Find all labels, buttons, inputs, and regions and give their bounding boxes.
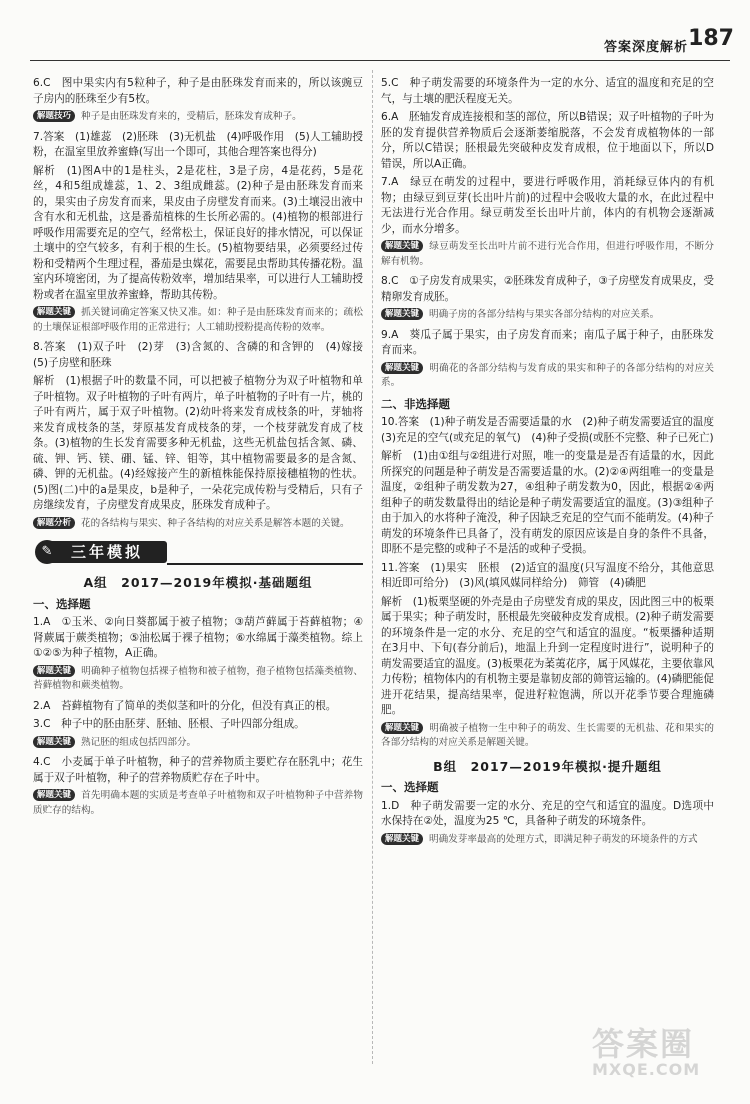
tip-text: 明确花的各部分结构与发育成的果实和种子的各部分结构的对应关系。 [381,362,714,388]
tip-label: 解题关键 [33,665,75,677]
tip-label: 解题关键 [381,833,423,845]
watermark-logo: 答案圈 [592,1025,695,1063]
answer-8c: 8.C ①子房发育成果实，②胚珠发育成种子，③子房壁发育成果皮，受精卵发育成胚。 [381,275,714,303]
page-header [0,0,750,62]
answer-10: 10.答案 (1)种子萌发是否需要适量的水 (2)种子萌发需要适宜的温度 (3)充足的空气(或充足的氧气) (4)种子受损(或胚不完整、种子已死亡) [381,416,725,444]
group-b-title: B组 2017—2019年模拟·提升题组 [433,758,662,774]
analysis-8: 解析 (1)根据子叶的数量不同，可以把被子植物分为双子叶植物和单子叶植物。双子叶植物的子叶有两片，单子叶植物的子叶有一片，桃的子叶有两片，属于双子叶植物。(2)幼叶将来发育成枝条的叶，芽轴将来发育成枝条的茎，芽原基发育成枝条的芽，一个枝芽就发育成了枝条。(3)植物的生长发育需要多种无机盐，这些无机盐包括含氮、磷、硫、钾、钙、镁、硼、锰、锌、钼等，其中植物需要最多的是含氮、磷、钾的无机盐。(4)经嫁接产生的新植株能保持原接穗植物的性状。(5)图(二)中的a是果皮，b是种子，一朵花完成传粉与受精后，只有子房继续发育，子房壁发育成果皮，胚珠发育成种子。 [33,375,363,511]
tip-text: 绿豆萌发至长出叶片前不进行光合作用，但进行呼吸作用，不断分解有机物。 [381,241,714,267]
tip-box [33,789,363,818]
header-rule [30,60,730,61]
tip-box [381,833,714,848]
tip-box [381,362,714,391]
answer-8: 8.答案 (1)双子叶 (2)芽 (3)含氮的、含磷的和含钾的 (4)嫁接 (5)子房壁和胚珠 [33,341,374,369]
watermark-url: MXQE.COM [592,1060,701,1079]
tip-text: 花的各结构与果实、种子各结构的对应关系是解答本题的关键。 [81,517,350,529]
answer-5c: 5.C 种子萌发需要的环境条件为一定的水分、适宜的温度和充足的空气，与土壤的肥沃程度无关。 [381,77,714,105]
book-icon: ✎ [35,540,59,564]
answer-b1: 1.D 种子萌发需要一定的水分、充足的空气和适宜的温度。D选项中水保持在②处，温度为25 ℃，具备种子萌发的环境条件。 [381,799,714,827]
tip-label: 解题关键 [33,789,75,801]
answer-a2: 2.A 苔藓植物有了简单的类似茎和叶的分化，但没有真正的根。 [33,699,337,712]
page-number: 187 [688,26,734,51]
tip-label: 解题关键 [381,240,423,252]
tip-label: 解题关键 [33,306,75,318]
tip-label: 解题关键 [381,362,423,374]
answer-7a: 7.A 绿豆在萌发的过程中，要进行呼吸作用，消耗绿豆体内的有机物；由绿豆到豆芽(长出叶片前)的过程中会吸收大量的水，在此过程中无法进行光合作用。绿豆萌发至长出叶片前，体内的有机物会逐渐减少，而水分增多。 [381,176,714,235]
banner-title: 三年模拟 [47,541,167,563]
tip-box [381,308,714,323]
answer-11: 11.答案 (1)果实 胚根 (2)适宜的温度(只写温度不给分，其他意思相近即可给分) (3)风(填风媒同样给分) 筛管 (4)磷肥 [381,561,714,589]
tip-label: 解题技巧 [33,110,75,122]
tip-text: 明确发芽率最高的处理方式，即满足种子萌发的环境条件的方式 [429,833,698,845]
section-heading: 一、选择题 [381,780,439,794]
tip-text: 明确种子植物包括裸子植物和被子植物，孢子植物包括藻类植物、苔藓植物和蕨类植物。 [33,665,363,691]
tip-label: 解题分析 [33,517,75,529]
right-column [381,76,725,852]
header-title: 答案深度解析 [603,40,688,55]
tip-text: 种子是由胚珠发育来的，受精后，胚珠发育成种子。 [81,111,302,122]
answer-a3: 3.C 种子中的胚由胚芽、胚轴、胚根、子叶四部分组成。 [33,718,305,730]
tip-box [33,306,363,335]
section-heading: 二、非选择题 [381,396,450,411]
answer-a4: 4.C 小麦属于单子叶植物，种子的营养物质主要贮存在胚乳中；花生属于双子叶植物，种子的营养物质贮存在子叶中。 [33,756,363,784]
tip-text: 明确子房的各部分结构与果实各部分结构的对应关系。 [429,309,660,320]
tip-box [33,665,363,694]
tip-text: 熟记胚的组成包括四部分。 [81,736,197,748]
tip-text: 首先明确本题的实质是考查单子叶植物和双子叶植物种子中营养物质贮存的结构。 [33,790,363,816]
analysis-10: 解析 (1)由①组与②组进行对照，唯一的变量是是否有适量的水，因此所探究的问题是种子萌发是否需要适量的水。(2)②④两组唯一的变量是温度，②组种子萌发数为27，④组种子萌发数为0，因此，根据②④两组种子的萌发数量得出的结论是种子萌发需要适宜的温度。(3)③组种子由于加入的水将种子淹没，种子因缺乏充足的空气而不能萌发。(4)种子萌发的环境条件已具备了，没有萌发的原因应该是自身的条件不具备，即胚不是完整的或种子不是活的或种子受损。 [381,450,714,555]
tip-box [33,517,363,532]
answer-a1: 1.A ①玉米、②向日葵都属于被子植物；③葫芦藓属于苔藓植物；④肾蕨属于蕨类植物；⑤油松属于裸子植物；⑥水绵属于藻类植物。综上①②⑤为种子植物，A正确。 [33,616,363,659]
tip-box [33,736,363,751]
watermark [592,1026,722,1086]
tip-box [33,110,363,125]
tip-label: 解题关键 [381,308,423,320]
answer-7: 7.答案 (1)雄蕊 (2)胚珠 (3)无机盐 (4)呼吸作用 (5)人工辅助授粉，在温室里放养蜜蜂(写出一个即可，其他合理答案也得分) [33,130,363,158]
tip-box [381,722,714,751]
tip-text: 抓关键词确定答案又快又准。如：种子是由胚珠发育而来的；疏松的土壤保证根部呼吸作用的正常进行；人工辅助授粉提高传粉的效率。 [33,307,363,333]
tip-box [381,240,714,269]
tip-label: 解题关键 [33,736,75,748]
analysis-7: 解析 (1)图A中的1是柱头，2是花柱，3是子房，4是花药，5是花丝，4和5组成雄蕊，1、2、3组成雌蕊。(2)种子是由胚珠发育而来的，果实由子房发育而来，果皮由子房壁发育而来。(3)土壤浸出液中含有水和无机盐，这是番茄植株的生长所必需的。(4)植物的根部进行呼吸作用需要充足的空气，经常松土，保证良好的排水情况，可以保证土壤中的空气较多，有利于根的生长。(5)植物要结果，必须要经过传粉和受精两个生理过程，番茄是虫媒花，需要昆虫帮助其传播花粉。温室内环境密闭，为了提高传粉效率，增加结果率，可以进行人工辅助授粉或者在温室里放养蜜蜂，帮助其传粉。 [33,164,363,301]
tip-text: 明确被子植物一生中种子的萌发、生长需要的无机盐、花和果实的各部分结构的对应关系是解题关键。 [381,722,714,748]
left-column [33,76,374,823]
section-heading: 一、选择题 [33,596,91,611]
tip-label: 解题关键 [381,722,423,734]
column-divider [372,70,373,1064]
answer-9a: 9.A 葵瓜子属于果实，由子房发育而来；南瓜子属于种子，由胚珠发育而来。 [381,328,714,356]
answer-6c: 6.C 图中果实内有5粒种子，种子是由胚珠发育而来的，所以该豌豆子房内的胚珠至少有5枚。 [33,77,363,105]
banner-rule [167,563,363,565]
three-year-simulation-banner [33,537,363,567]
group-a-title: A组 2017—2019年模拟·基础题组 [83,575,313,590]
analysis-11: 解析 (1)板栗坚硬的外壳是由子房壁发育成的果皮，因此图三中的板栗属于果实；种子萌发时，胚根最先突破种皮发育成根。(2)种子萌发需要的环境条件是一定的水分、充足的空气和适宜的温度。“板栗播种适期在3月中、下旬(春分前后)，地温上升到一定程度时进行”，说明种子的萌发需要适宜的温度。(3)板栗花为葇荑花序，属于风媒花，主要依靠风力传粉；植物体内的有机物主要是靠韧皮部的筛管运输的。(4)磷肥能促进开花结果，提高结果率，促进籽粒饱满，所以开花季节要合理施磷肥。 [381,595,714,716]
answer-6a: 6.A 胚轴发育成连接根和茎的部位，所以B错误；双子叶植物的子叶为胚的发育提供营养物质后会逐渐萎缩脱落，不会发育成植物体的一部分，所以C错误；胚根最先突破种皮发育成根，位于地面以下，所以D错误，所以A正确。 [381,111,714,170]
